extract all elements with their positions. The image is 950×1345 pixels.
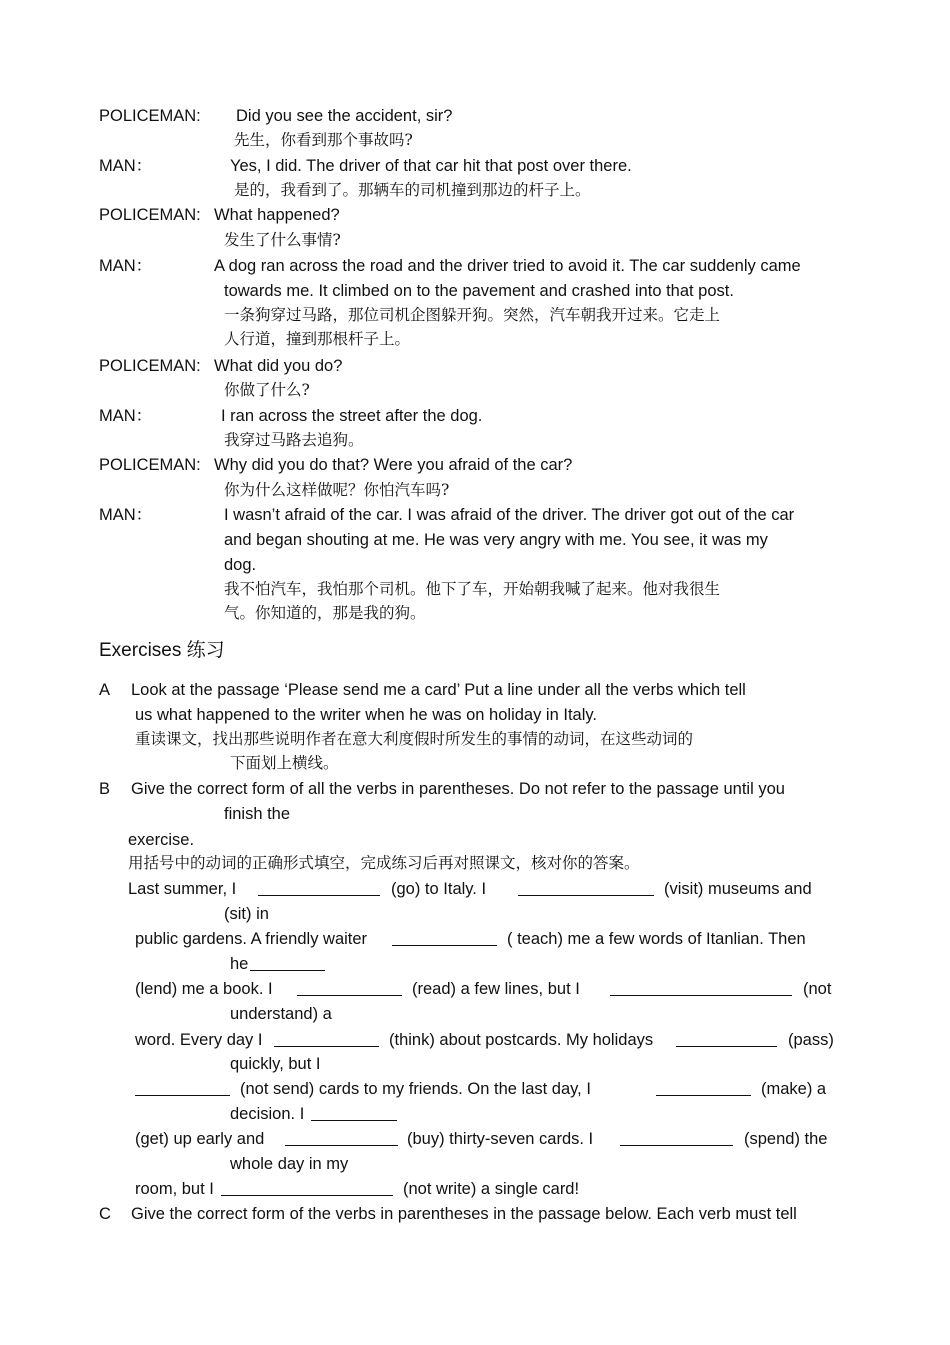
speaker-label: POLICEMAN: <box>99 206 201 224</box>
exercise-letter: C <box>99 1205 111 1223</box>
fill-blank[interactable] <box>610 981 792 1001</box>
fill-text: (go) to Italy. I <box>391 880 487 898</box>
dialogue-line: Did you see the accident, sir? <box>236 107 453 125</box>
translation-line: 你为什么这样做呢？你怕汽车吗? <box>224 481 450 499</box>
speaker-label: MAN： <box>99 257 153 275</box>
fill-text: he <box>230 955 249 973</box>
dialogue-line: dog. <box>224 556 257 574</box>
exercise-b-translation: 用括号中的动词的正确形式填空，完成练习后再对照课文，核对你的答案。 <box>128 854 640 872</box>
fill-text: Last summer, I <box>128 880 237 898</box>
fill-blank[interactable] <box>135 1081 230 1101</box>
dialogue-line: What did you do? <box>214 357 343 375</box>
speaker-label: POLICEMAN: <box>99 107 201 125</box>
dialogue-line: Why did you do that? Were you afraid of the car? <box>214 456 573 474</box>
fill-blank[interactable] <box>285 1131 398 1151</box>
fill-text: (sit) in <box>224 905 269 923</box>
fill-text: public gardens. A friendly waiter <box>135 930 368 948</box>
translation-line: 发生了什么事情? <box>224 231 341 249</box>
fill-text: room, but I <box>135 1180 214 1198</box>
fill-blank[interactable] <box>392 931 497 951</box>
fill-text: (buy) thirty-seven cards. I <box>407 1130 594 1148</box>
fill-blank[interactable] <box>250 956 325 976</box>
fill-text: (not <box>803 980 832 998</box>
fill-text: word. Every day I <box>135 1031 263 1049</box>
fill-text: (not write) a single card! <box>403 1180 580 1198</box>
exercise-b-instruction: exercise. <box>128 831 195 849</box>
exercise-a-instruction: us what happened to the writer when he was on holiday in Italy. <box>135 706 597 724</box>
fill-text: (pass) <box>788 1031 834 1049</box>
fill-text: (read) a few lines, but I <box>412 980 580 998</box>
dialogue-line: I wasn’t afraid of the car. I was afraid of the driver. The driver got out of the car <box>224 506 795 524</box>
dialogue-line: towards me. It climbed on to the pavement and crashed into that post. <box>224 282 734 300</box>
dialogue-line: Yes, I did. The driver of that car hit that post over there. <box>230 157 632 175</box>
fill-blank[interactable] <box>274 1032 379 1052</box>
speaker-label: MAN： <box>99 506 153 524</box>
fill-text: (visit) museums and <box>664 880 812 898</box>
translation-line: 你做了什么? <box>224 381 310 399</box>
exercise-c-instruction: Give the correct form of the verbs in parentheses in the passage below. Each verb must tell <box>131 1205 797 1223</box>
fill-blank[interactable] <box>311 1106 397 1126</box>
exercise-b-instruction: finish the <box>224 805 291 823</box>
dialogue-line: What happened? <box>214 206 340 224</box>
fill-blank[interactable] <box>620 1131 733 1151</box>
speaker-label: POLICEMAN: <box>99 456 201 474</box>
exercise-a-instruction: Look at the passage ‘Please send me a card’ Put a line under all the verbs which tell <box>131 681 746 699</box>
speaker-label: MAN： <box>99 407 153 425</box>
speaker-label: POLICEMAN: <box>99 357 201 375</box>
fill-blank[interactable] <box>297 981 402 1001</box>
speaker-label: MAN： <box>99 157 153 175</box>
fill-text: quickly, but I <box>230 1055 321 1073</box>
dialogue-line: A dog ran across the road and the driver tried to avoid it. The car suddenly came <box>214 257 801 275</box>
exercise-letter: B <box>99 780 111 798</box>
fill-text: (not send) cards to my friends. On the last day, I <box>240 1080 591 1098</box>
exercise-a-translation: 重读课文，找出那些说明作者在意大利度假时所发生的事情的动词，在这些动词的 <box>135 730 694 748</box>
fill-blank[interactable] <box>676 1032 777 1052</box>
fill-text: (make) a <box>761 1080 827 1098</box>
exercise-b-instruction: Give the correct form of all the verbs in parentheses. Do not refer to the passage until you <box>131 780 785 798</box>
fill-text: (spend) the <box>744 1130 828 1148</box>
translation-line: 我穿过马路去追狗。 <box>224 431 364 449</box>
fill-blank[interactable] <box>656 1081 751 1101</box>
translation-line: 是的，我看到了。那辆车的司机撞到那边的杆子上。 <box>234 181 591 199</box>
fill-blank[interactable] <box>258 881 380 901</box>
fill-blank[interactable] <box>518 881 654 901</box>
fill-text: (lend) me a book. I <box>135 980 273 998</box>
fill-text: understand) a <box>230 1005 332 1023</box>
translation-line: 先生，你看到那个事故吗? <box>234 131 413 149</box>
fill-text: decision. I <box>230 1105 305 1123</box>
translation-line: 气。你知道的，那是我的狗。 <box>224 604 426 622</box>
exercise-a-translation: 下面划上横线。 <box>230 754 339 772</box>
fill-text: whole day in my <box>230 1155 349 1173</box>
fill-text: (get) up early and <box>135 1130 265 1148</box>
fill-text: (think) about postcards. My holidays <box>389 1031 654 1049</box>
dialogue-line: I ran across the street after the dog. <box>221 407 483 425</box>
exercise-letter: A <box>99 681 111 699</box>
fill-blank[interactable] <box>221 1181 393 1201</box>
translation-line: 我不怕汽车，我怕那个司机。他下了车，开始朝我喊了起来。他对我很生 <box>224 580 721 598</box>
dialogue-line: and began shouting at me. He was very angry with me. You see, it was my <box>224 531 768 549</box>
translation-line: 一条狗穿过马路，那位司机企图躲开狗。突然，汽车朝我开过来。它走上 <box>224 306 721 324</box>
translation-line: 人行道，撞到那根杆子上。 <box>224 330 411 348</box>
fill-text: ( teach) me a few words of Itanlian. Then <box>507 930 806 948</box>
exercises-heading: Exercises 练习 <box>99 640 225 661</box>
